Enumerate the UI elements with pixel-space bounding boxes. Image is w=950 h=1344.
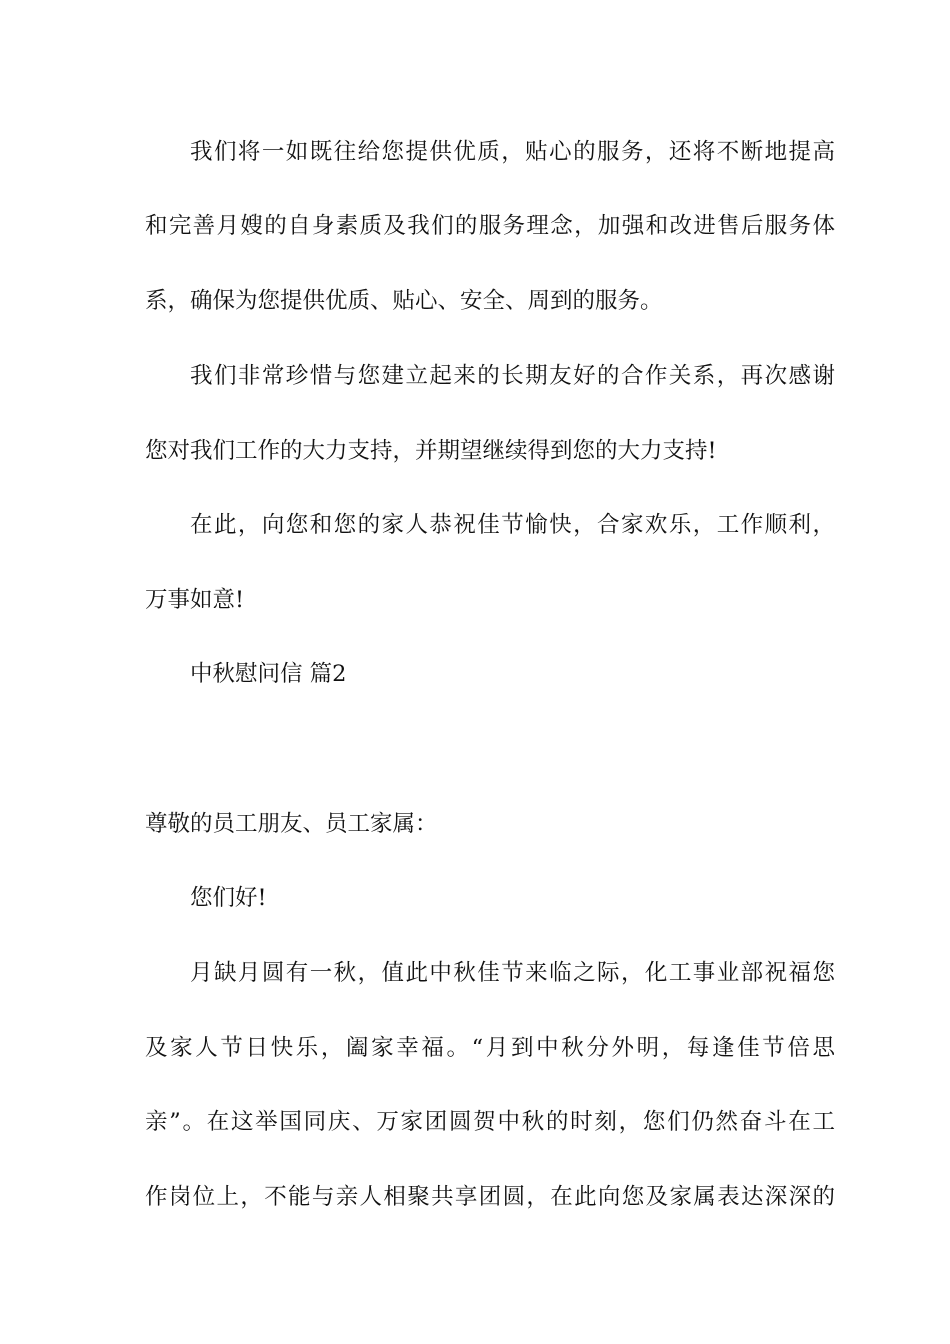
paragraph-line: 及家人节日快乐，阖家幸福。“月到中秋分外明，每逢佳节倍思 xyxy=(145,1035,835,1061)
paragraph-line: 作岗位上，不能与亲人相聚共享团圆，在此向您及家属表达深深的 xyxy=(145,1184,835,1210)
greeting: 您们好! xyxy=(190,885,267,911)
paragraph-line: 亲”。在这举国同庆、万家团圆贺中秋的时刻，您们仍然奋斗在工 xyxy=(145,1109,835,1135)
paragraph-line: 您对我们工作的大力支持，并期望继续得到您的大力支持! xyxy=(145,438,717,464)
paragraph-line: 系，确保为您提供优质、贴心、安全、周到的服务。 xyxy=(145,288,663,314)
paragraph-line: 在此，向您和您的家人恭祝佳节愉快，合家欢乐，工作顺利， xyxy=(190,512,835,538)
section-heading: 中秋慰问信 篇2 xyxy=(190,661,347,687)
salutation: 尊敬的员工朋友、员工家属： xyxy=(145,811,438,837)
paragraph-line: 我们将一如既往给您提供优质，贴心的服务，还将不断地提高 xyxy=(190,139,835,165)
paragraph-line: 万事如意! xyxy=(145,587,245,613)
paragraph-line: 我们非常珍惜与您建立起来的长期友好的合作关系，再次感谢 xyxy=(190,363,835,389)
paragraph-line: 月缺月圆有一秋，值此中秋佳节来临之际，化工事业部祝福您 xyxy=(190,960,835,986)
paragraph-line: 和完善月嫂的自身素质及我们的服务理念，加强和改进售后服务体 xyxy=(145,213,835,239)
